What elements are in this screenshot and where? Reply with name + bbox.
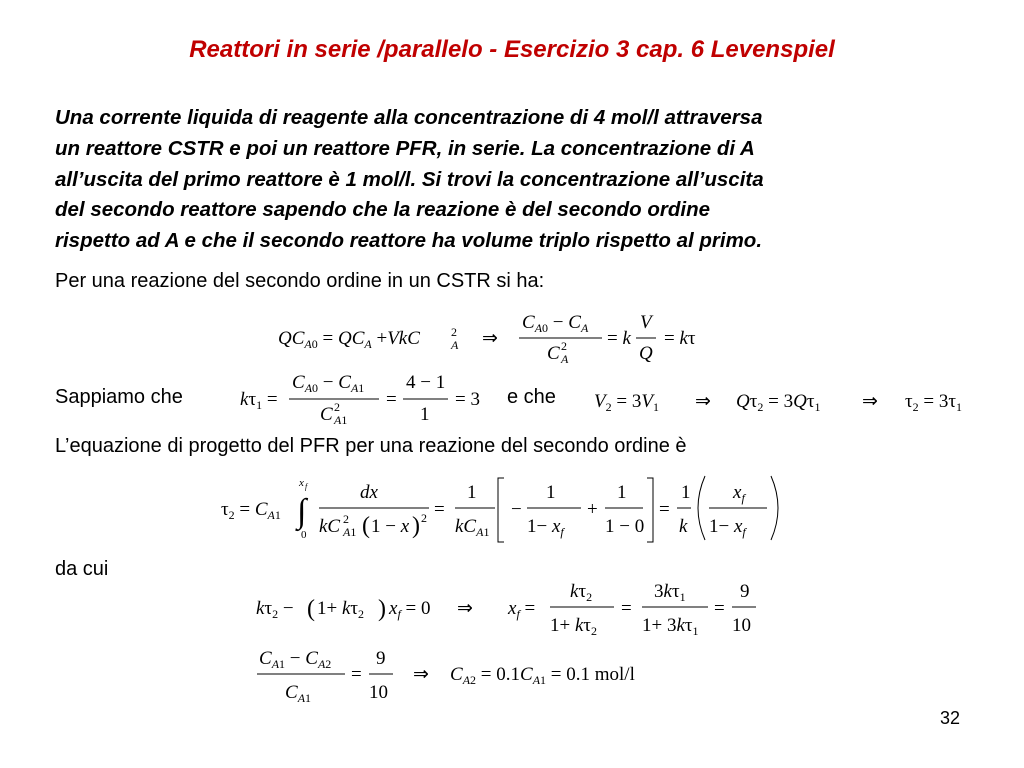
svg-text:V2 = 3V1: $V_2 = 3V_1$ <box>594 391 659 414</box>
svg-text:1: 1 <box>420 404 430 425</box>
svg-text:): ) <box>378 596 386 622</box>
svg-text:CA2 = 0.1CA1 = 0.1 mol/l: $C_A2 = 0.1C_A1 = 0.1$ mol/l <box>450 664 635 687</box>
svg-text:∫: ∫ <box>297 493 307 530</box>
svg-text:dx: dx <box>360 482 378 503</box>
svg-text:10: 10 <box>369 682 388 703</box>
svg-text:1+ kτ2: $1+ k\tau_2$ <box>550 615 598 638</box>
svg-text:τ2 = CA1: $\tau_2 = C_A1$ <box>221 499 281 522</box>
svg-text:10: 10 <box>732 615 751 636</box>
problem-line: Una corrente liquida di reagente alla concentrazione di 4 mol/l attraversa <box>55 106 763 129</box>
svg-text:1+ kτ2: $1+ k\tau_2$ <box>317 598 365 621</box>
svg-text:Qτ2 = 3Qτ1: $Q\tau_2 = 3Q\tau_1$ <box>736 391 821 414</box>
svg-text:0: 0 <box>301 529 307 541</box>
svg-text:9: 9 <box>740 581 750 602</box>
eche-text: e che <box>507 386 556 408</box>
svg-text:4 − 1: 4 − 1 <box>406 372 446 393</box>
svg-text:= 3: = 3 <box>455 389 480 410</box>
svg-text:=: = <box>659 499 670 520</box>
svg-text:A1: A1 <box>343 525 357 539</box>
svg-text:1: 1 <box>681 482 691 503</box>
svg-text:=: = <box>351 664 362 685</box>
slide-title: Reattori in serie /parallelo - Esercizio 3 cap. 6 Levenspiel <box>189 36 835 63</box>
svg-text:2: 2 <box>451 325 457 339</box>
equation-volume <box>590 386 990 418</box>
svg-text:1+ 3kτ1: $1+ 3k\tau_1$ <box>642 615 699 638</box>
svg-text:f: f <box>305 482 308 491</box>
svg-text:1: 1 <box>467 482 477 503</box>
svg-text:xf: $x_f$ <box>733 482 745 505</box>
equation-cstr <box>270 305 720 370</box>
svg-text:(: ( <box>362 513 370 539</box>
svg-text:1− xf: $1- x_f$ <box>709 516 746 539</box>
svg-text:Q: Q <box>639 343 653 364</box>
svg-text:=: = <box>386 389 397 410</box>
svg-text:1− xf: $1- x_f$ <box>527 516 564 539</box>
svg-text:=: = <box>434 499 445 520</box>
svg-text:2: 2 <box>561 339 567 353</box>
svg-text:−: − <box>511 499 522 520</box>
svg-text:1 − x: 1 − x <box>371 516 410 537</box>
problem-line: un reattore CSTR e poi un reattore PFR, in serie. La concentrazione di A <box>55 136 755 160</box>
svg-text:1: 1 <box>546 482 556 503</box>
svg-text:9: 9 <box>376 648 386 669</box>
svg-text:kτ2 −: $k\tau_2$ − <box>256 598 294 621</box>
svg-text:⇒: ⇒ <box>413 664 429 685</box>
svg-text:A: A <box>451 338 459 352</box>
svg-text:xf =: $x_f$ = <box>508 598 536 621</box>
svg-text:kτ1 =: $k\tau_1$ = <box>240 389 278 412</box>
svg-text:A1: A1 <box>334 413 348 427</box>
svg-text:=: = <box>621 598 632 619</box>
sappiamo-text: Sappiamo che <box>55 386 183 408</box>
svg-text:V: V <box>640 312 652 333</box>
svg-text:⇒: ⇒ <box>457 598 473 619</box>
cstr-intro-text: Per una reazione del secondo ordine in un CSTR si ha: <box>55 270 545 292</box>
svg-text:kτ2: $k\tau_2$ <box>570 581 593 604</box>
svg-text:QCA0 = QCA +VkC: $QC_A0 = QC_A +VkC$ <box>278 328 420 351</box>
page-number: 32 <box>940 708 961 728</box>
svg-text:C: C <box>320 404 333 425</box>
svg-text:=: = <box>714 598 725 619</box>
svg-text:⇒: ⇒ <box>862 391 878 412</box>
svg-text:CA0 − CA1: $C_A0 - C_A1$ <box>292 372 365 395</box>
svg-text:⇒: ⇒ <box>695 391 711 412</box>
svg-text:3kτ1: $3k\tau_1$ <box>654 581 686 604</box>
svg-text:1 − 0: 1 − 0 <box>605 516 645 537</box>
svg-text:CA1: $C_A1$ <box>285 682 312 705</box>
svg-text:A: A <box>561 352 569 366</box>
equation-ktau1 <box>236 368 496 430</box>
da-cui-text: da cui <box>55 558 109 580</box>
svg-text:k: k <box>679 516 688 537</box>
svg-text:kC: kC <box>319 516 341 537</box>
equation-xf <box>252 578 772 640</box>
problem-line: all’uscita del primo reattore è 1 mol/l. Si trovi la concentrazione all’uscita <box>55 167 764 191</box>
svg-text:2: 2 <box>343 512 349 526</box>
equation-final <box>255 642 695 708</box>
svg-text:C: C <box>547 343 560 364</box>
svg-text:): ) <box>412 513 420 539</box>
svg-text:2: 2 <box>421 511 427 525</box>
problem-line: del secondo reattore sapendo che la reazione è del secondo ordine <box>55 198 711 222</box>
svg-text:CA1 − CA2: $C_A1 - C_A2$ <box>259 648 332 671</box>
problem-statement <box>55 103 975 257</box>
svg-text:1: 1 <box>617 482 627 503</box>
svg-text:x: x <box>299 477 304 489</box>
svg-text:⇒: ⇒ <box>482 328 498 349</box>
svg-text:+: + <box>587 499 598 520</box>
svg-text:2: 2 <box>334 400 340 414</box>
svg-text:xf = 0: $x_f = 0$ <box>389 598 431 621</box>
svg-text:= kτ: = kτ <box>664 328 696 349</box>
pfr-intro-text: L’equazione di progetto del PFR per una reazione del secondo ordine è <box>55 435 687 457</box>
svg-text:τ2 = 3τ1: $\tau_2 = 3\tau_1$ <box>905 391 962 414</box>
svg-text:= k: = k <box>607 328 631 349</box>
equation-pfr <box>215 470 785 550</box>
problem-line: rispetto ad A e che il secondo reattore ha volume triplo rispetto al primo. <box>55 229 763 253</box>
svg-text:(: ( <box>307 596 315 622</box>
svg-text:kCA1: $kC_A1$ <box>455 516 490 539</box>
svg-text:CA0 − CA: $C_A0 - C_A$ <box>522 312 589 335</box>
